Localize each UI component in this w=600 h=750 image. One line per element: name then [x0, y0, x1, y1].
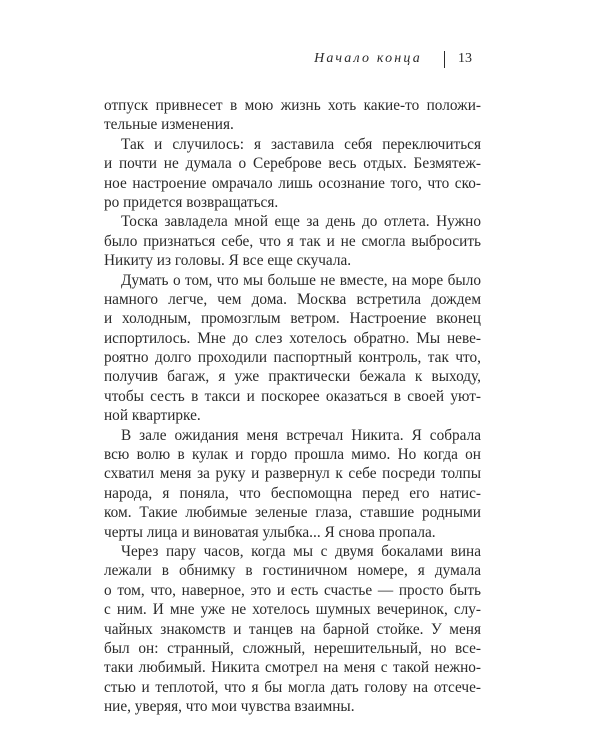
text-line: был он: странный, сложный, нерешительный, но все-: [104, 639, 481, 657]
paragraph: [104, 542, 481, 717]
text-line: ное настроение омрачало лишь осознание того, что ско-: [104, 174, 481, 192]
body-text: [104, 96, 481, 717]
text-line: с ним. И мне уже не хотелось шумных вечеринок, слу-: [104, 601, 481, 619]
text-line: лежали в обнимку в гостиничном номере, я думала: [104, 562, 481, 580]
paragraph: [104, 212, 481, 270]
text-line: было признаться себе, что я так и не смогла выбросить: [104, 232, 481, 250]
running-head: [314, 50, 472, 68]
text-line: намного легче, чем дома. Москва встретила дождем: [104, 290, 481, 308]
text-line: черты лица и виноватая улыбка... Я снова пропала.: [104, 523, 436, 541]
text-line: ние, уверяя, что мои чувства взаимны.: [104, 698, 355, 716]
text-line: Думать о том, что мы больше не вместе, на море было: [121, 271, 481, 289]
text-line: В зале ожидания меня встречал Никита. Я собрала: [121, 426, 481, 444]
paragraph: [104, 271, 481, 426]
text-line: роятно долго проходили паспортный контроль, так что,: [104, 349, 481, 367]
text-line: испортилось. Мне до слез хотелось обратно. Мы неве-: [104, 329, 481, 347]
text-line: и холодным, промозглым ветром. Настроение вконец: [104, 310, 481, 328]
text-line: ро придется возвращаться.: [104, 193, 279, 211]
text-line: схватил меня за руку и развернул к себе посреди толпы: [104, 465, 481, 483]
paragraph: [104, 426, 481, 542]
text-line: получив багаж, я уже практически бежала к выходу,: [104, 368, 481, 386]
text-line: ной квартирке.: [104, 407, 201, 425]
header-divider: [444, 51, 445, 68]
text-line: и почти не думала о Сереброве весь отдых. Безмятеж-: [104, 155, 481, 173]
text-line: стью и теплотой, что я бы могла дать голову на отсече-: [104, 678, 481, 696]
text-line: отпуск привнесет в мою жизнь хоть какие-то положи-: [104, 97, 481, 114]
text-line: Через пару часов, когда мы с двумя бокалами вина: [121, 542, 481, 560]
running-title: Начало конца: [314, 51, 422, 66]
paragraph: [104, 96, 481, 135]
text-line: чтобы сесть в такси и поскорее оказаться в своей уют-: [104, 387, 481, 405]
text-line: Так и случилось: я заставила себя переключиться: [121, 135, 481, 153]
text-line: Никиту из головы. Я все еще скучала.: [104, 252, 352, 270]
text-line: Тоска завладела мной еще за день до отлета. Нужно: [121, 213, 481, 231]
text-line: таки любимый. Никита смотрел на меня с такой нежно-: [104, 659, 481, 677]
text-line: чайных знакомств и танцев на барной стойке. У меня: [104, 620, 481, 638]
page-number: 13: [458, 51, 472, 66]
paragraph: [104, 135, 481, 213]
text-line: о том, что, наверное, это и есть счастье — просто быть: [104, 581, 481, 599]
text-line: всю волю в кулак и гордо прошла мимо. Но когда он: [104, 446, 481, 464]
text-line: тельные изменения.: [104, 116, 234, 134]
text-line: народа, я поняла, что беспомощна перед его натис-: [104, 484, 481, 502]
text-line: ком. Такие любимые зеленые глаза, ставшие родными: [104, 504, 481, 522]
